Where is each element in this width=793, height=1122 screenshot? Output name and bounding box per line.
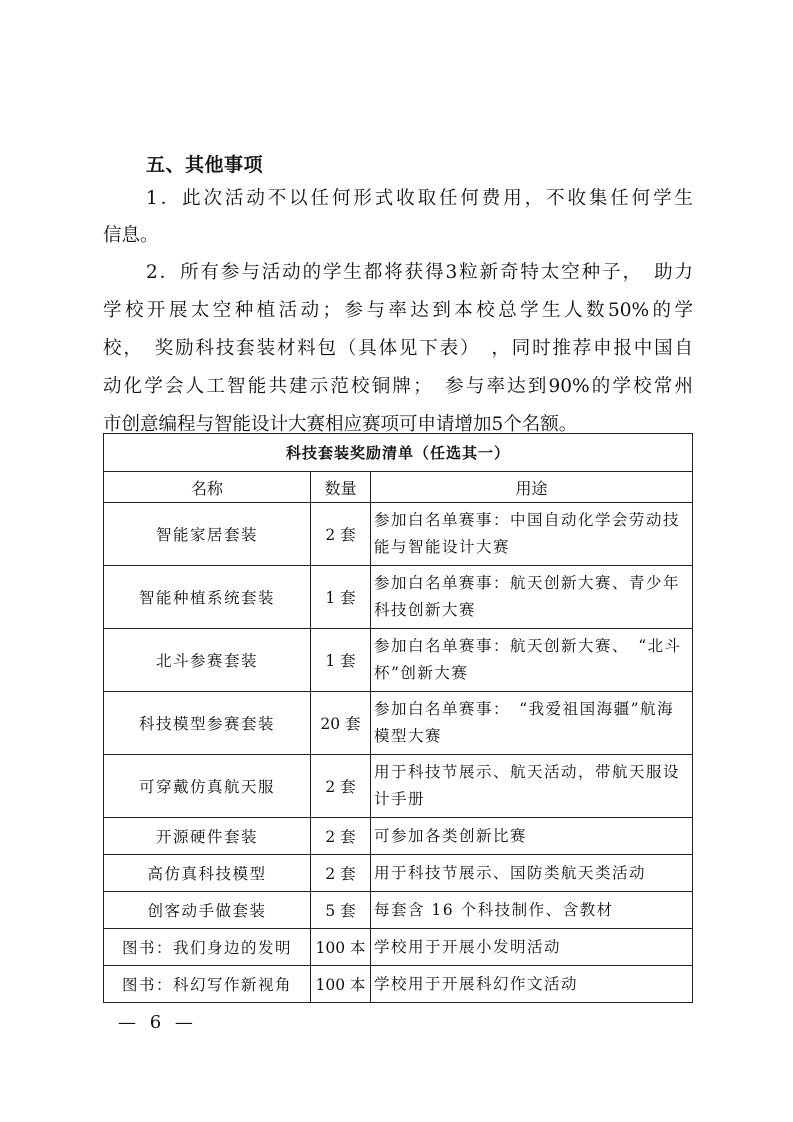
item-qty: 20 套 <box>311 692 371 755</box>
item-name: 科技模型参赛套装 <box>104 692 311 755</box>
awards-table <box>103 433 693 1003</box>
item-qty: 5 套 <box>311 892 371 929</box>
item-qty: 1 套 <box>311 629 371 692</box>
table-row <box>104 629 693 692</box>
item-qty: 2 套 <box>311 755 371 818</box>
item-qty: 2 套 <box>311 855 371 892</box>
item-use: 用于科技节展示、航天活动，带航天服设计手册 <box>371 755 693 818</box>
table-row <box>104 755 693 818</box>
item-name: 高仿真科技模型 <box>104 855 311 892</box>
table-row <box>104 966 693 1003</box>
item-qty: 100 本 <box>311 966 371 1003</box>
item-name: 开源硬件套装 <box>104 818 311 855</box>
table-row <box>104 692 693 755</box>
table-row <box>104 855 693 892</box>
header-use: 用途 <box>371 472 693 503</box>
paragraph-line: 动化学会人工智能共建示范校铜牌； 参与率达到90%的学校常州 <box>103 376 693 397</box>
paragraph-line: 学校开展太空种植活动；参与率达到本校总学生人数50%的学 <box>103 300 693 321</box>
item-name: 可穿戴仿真航天服 <box>104 755 311 818</box>
table-row <box>104 818 693 855</box>
page-number: — 6 — <box>118 1012 197 1033</box>
item-qty: 1 套 <box>311 566 371 629</box>
item-use: 参加白名单赛事：航天创新大赛、 “北斗杯”创新大赛 <box>371 629 693 692</box>
table-caption: 科技套装奖励清单（任选其一） <box>104 434 693 472</box>
paragraph-line: 2．所有参与活动的学生都将获得3粒新奇特太空种子， 助力 <box>146 262 693 283</box>
item-use: 每套含 16 个科技制作、含教材 <box>371 892 693 929</box>
paragraph-line: 校， 奖励科技套装材料包（具体见下表） ，同时推荐申报中国自 <box>103 338 693 359</box>
item-qty: 2 套 <box>311 503 371 566</box>
table-header-row <box>104 472 693 503</box>
item-use: 参加白名单赛事：航天创新大赛、青少年科技创新大赛 <box>371 566 693 629</box>
item-name: 智能家居套装 <box>104 503 311 566</box>
header-qty: 数量 <box>311 472 371 503</box>
item-use: 学校用于开展科幻作文活动 <box>371 966 693 1003</box>
paragraph-line: 信息。 <box>103 225 159 246</box>
item-use: 用于科技节展示、国防类航天类活动 <box>371 855 693 892</box>
item-qty: 2 套 <box>311 818 371 855</box>
table-row <box>104 566 693 629</box>
item-use: 可参加各类创新比赛 <box>371 818 693 855</box>
paragraph-line: 市创意编程与智能设计大赛相应赛项可申请增加5个名额。 <box>103 414 578 435</box>
table-row <box>104 892 693 929</box>
table-row <box>104 929 693 966</box>
item-name: 创客动手做套装 <box>104 892 311 929</box>
section-title: 五、其他事项 <box>146 154 264 176</box>
table-row <box>104 503 693 566</box>
item-qty: 100 本 <box>311 929 371 966</box>
item-use: 学校用于开展小发明活动 <box>371 929 693 966</box>
header-name: 名称 <box>104 472 311 503</box>
paragraph-line: 1．此次活动不以任何形式收取任何费用，不收集任何学生 <box>146 188 693 209</box>
item-use: 参加白名单赛事：中国自动化学会劳动技能与智能设计大赛 <box>371 503 693 566</box>
item-use: 参加白名单赛事： “我爱祖国海疆”航海模型大赛 <box>371 692 693 755</box>
item-name: 图书：科幻写作新视角 <box>104 966 311 1003</box>
item-name: 智能种植系统套装 <box>104 566 311 629</box>
item-name: 北斗参赛套装 <box>104 629 311 692</box>
item-name: 图书：我们身边的发明 <box>104 929 311 966</box>
